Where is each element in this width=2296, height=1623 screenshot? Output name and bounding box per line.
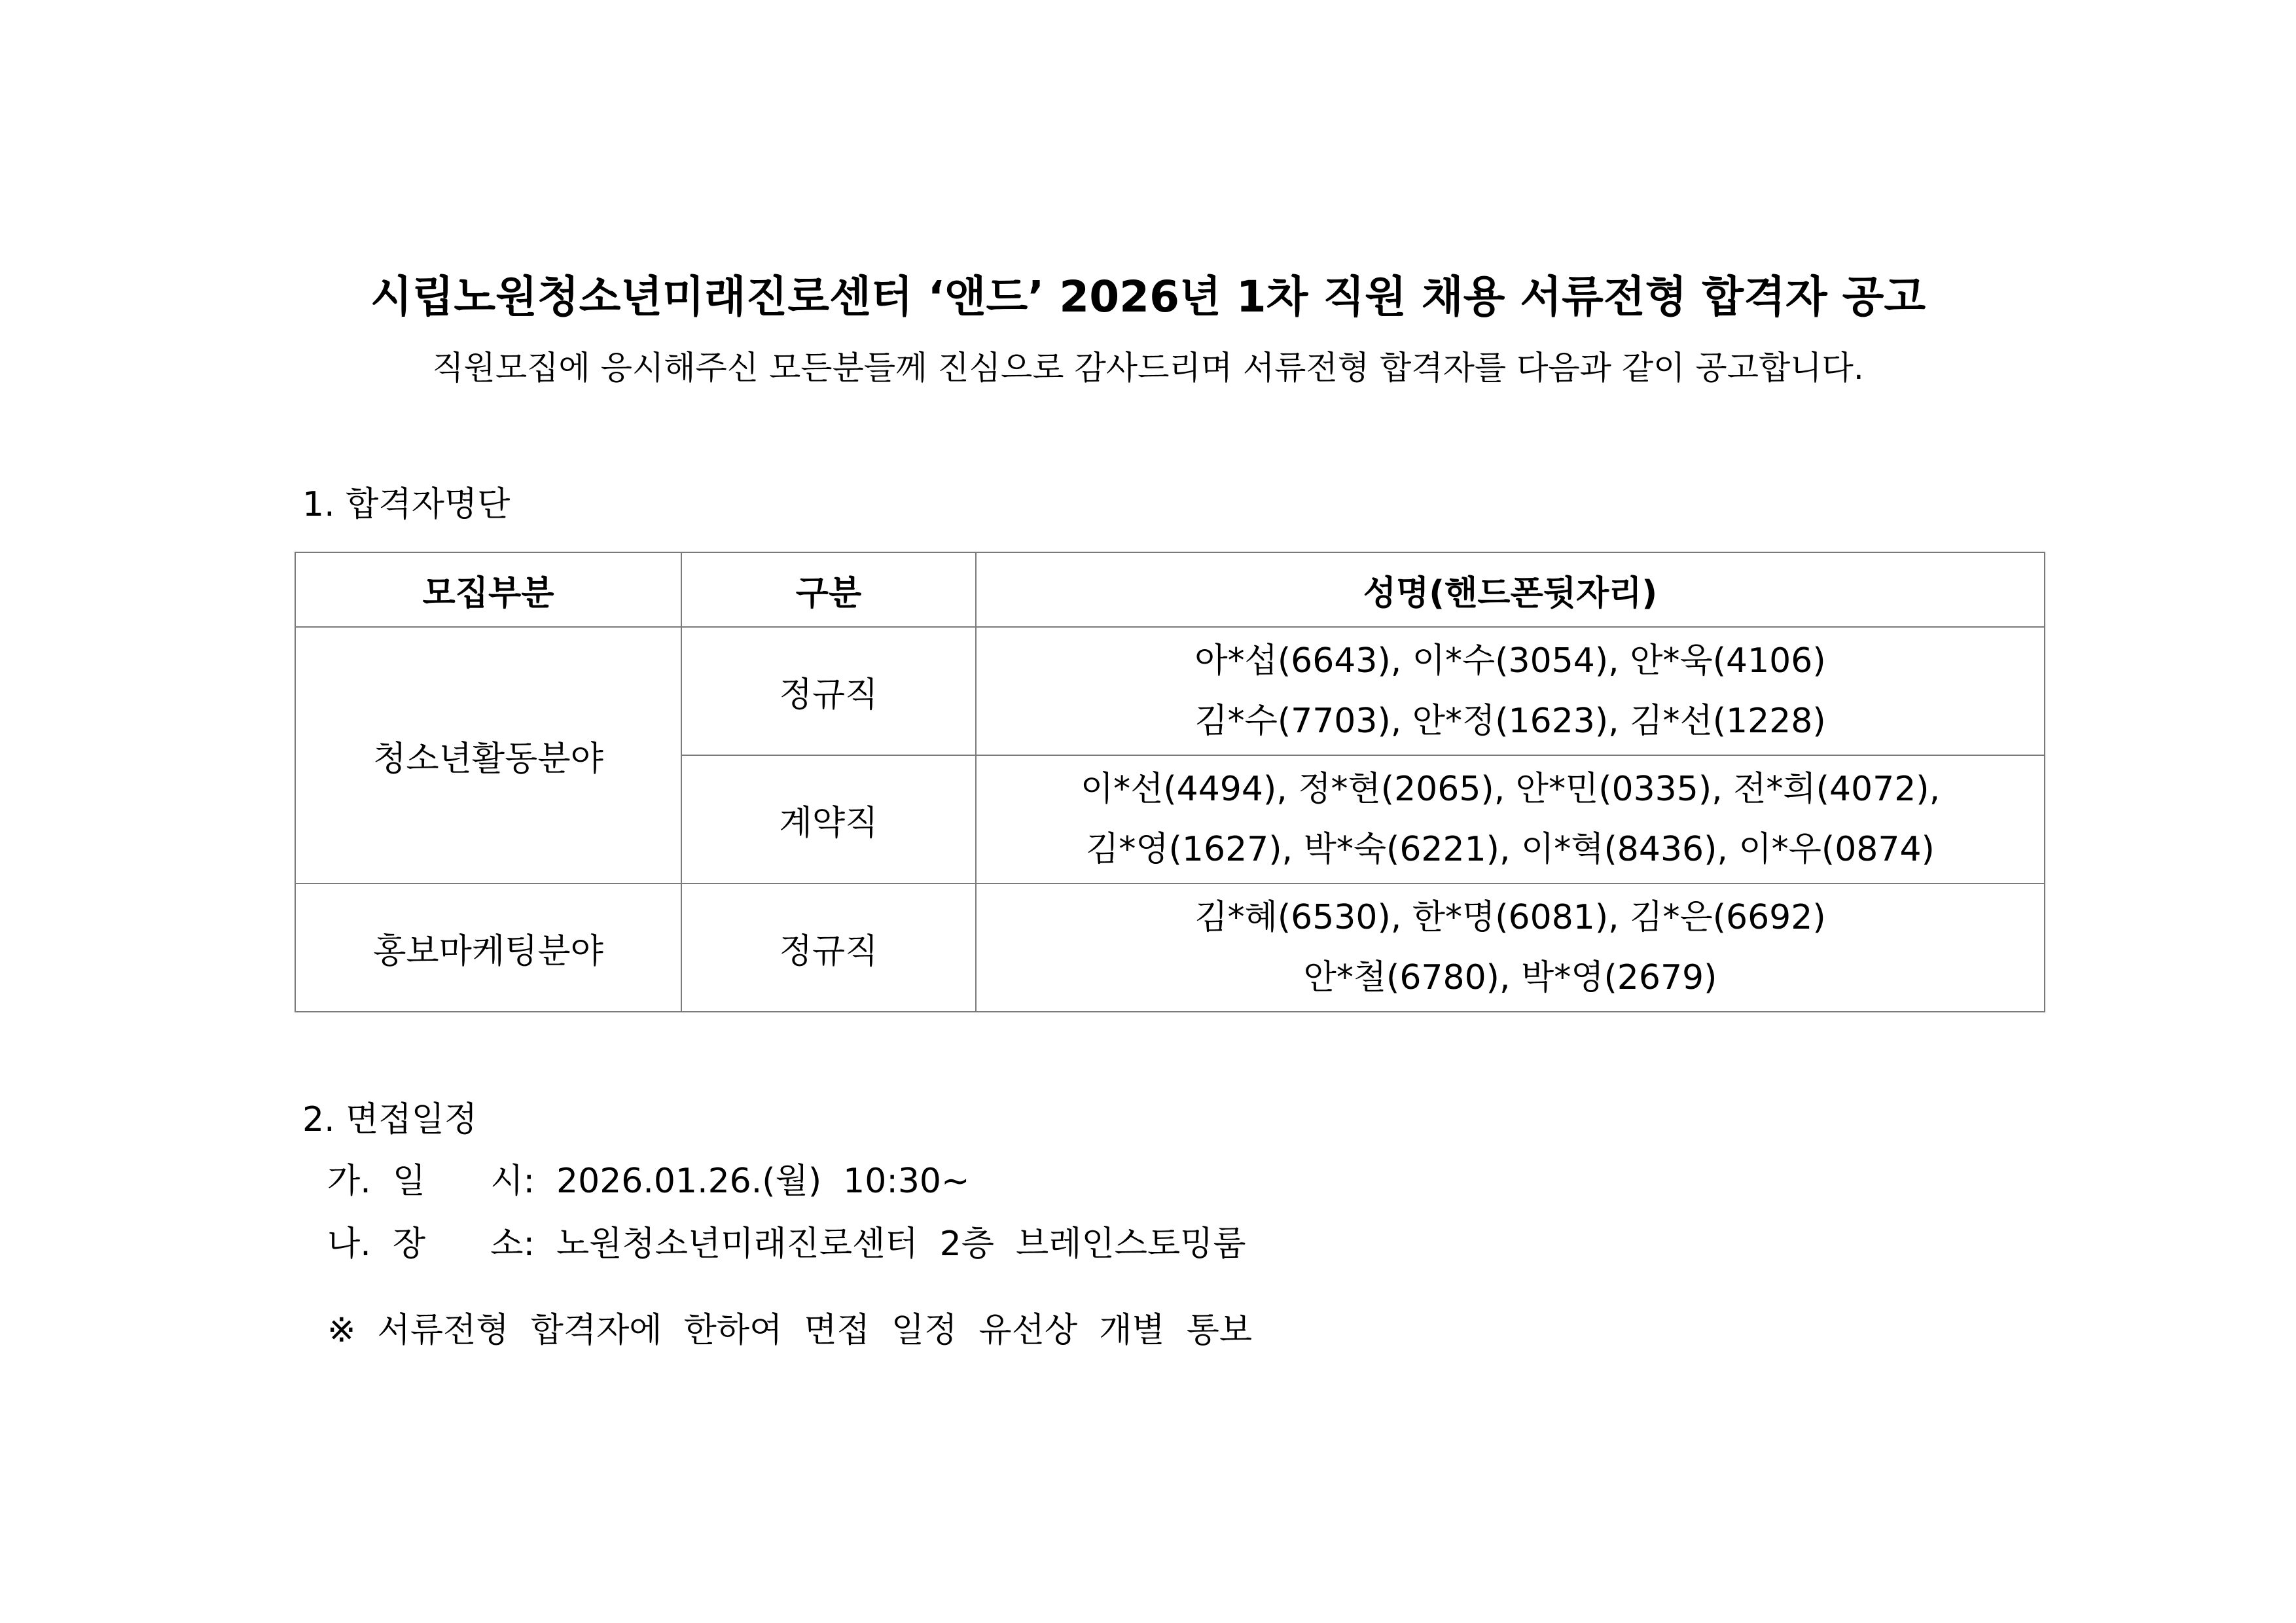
names-cell — [976, 755, 2045, 883]
names-line: 안*철(6780), 박*영(2679) — [1303, 958, 1717, 997]
names-cell — [976, 883, 2045, 1012]
names-line: 김*영(1627), 박*숙(6221), 이*혁(8436), 이*우(0874) — [1086, 830, 1935, 869]
page-title: 시립노원청소년미래진로센터 ‘앤드’ 2026년 1차 직원 채용 서류전형 합격자 공고 — [370, 272, 1926, 322]
names-line: 김*혜(6530), 한*명(6081), 김*은(6692) — [1194, 898, 1826, 937]
type-cell: 정규직 — [681, 883, 976, 1012]
table-row — [295, 883, 2045, 1012]
table-header-row — [295, 552, 2045, 627]
field-cell: 청소년활동분야 — [295, 627, 681, 883]
type-cell: 정규직 — [681, 627, 976, 755]
page-subtitle: 직원모집에 응시해주신 모든분들께 진심으로 감사드리며 서류전형 합격자를 다음과 같이 공고합니다. — [432, 349, 1864, 387]
names-line: 아*섭(6643), 이*수(3054), 안*욱(4106) — [1194, 641, 1826, 681]
column-header-type: 구분 — [681, 552, 976, 627]
field-cell: 홍보마케팅분야 — [295, 883, 681, 1012]
names-line: 김*수(7703), 안*정(1623), 김*선(1228) — [1194, 702, 1826, 741]
section-heading-passers: 1. 합격자명단 — [302, 485, 511, 524]
names-cell — [976, 627, 2045, 755]
names-line: 이*선(4494), 정*현(2065), 안*민(0335), 전*희(4072), — [1080, 770, 1941, 809]
table-row — [295, 627, 2045, 755]
column-header-names: 성명(핸드폰뒷자리) — [976, 552, 2045, 627]
interview-datetime: 가. 일 시: 2026.01.26.(월) 10:30~ — [327, 1162, 970, 1201]
interview-note: ※ 서류전형 합격자에 한하여 면접 일정 유선상 개별 통보 — [327, 1311, 1253, 1350]
section-heading-interview: 2. 면접일정 — [302, 1100, 478, 1139]
column-header-field: 모집부분 — [295, 552, 681, 627]
interview-location: 나. 장 소: 노원청소년미래진로센터 2층 브레인스토밍룸 — [327, 1224, 1246, 1264]
passers-table — [295, 552, 2045, 1012]
type-cell: 계약직 — [681, 755, 976, 883]
